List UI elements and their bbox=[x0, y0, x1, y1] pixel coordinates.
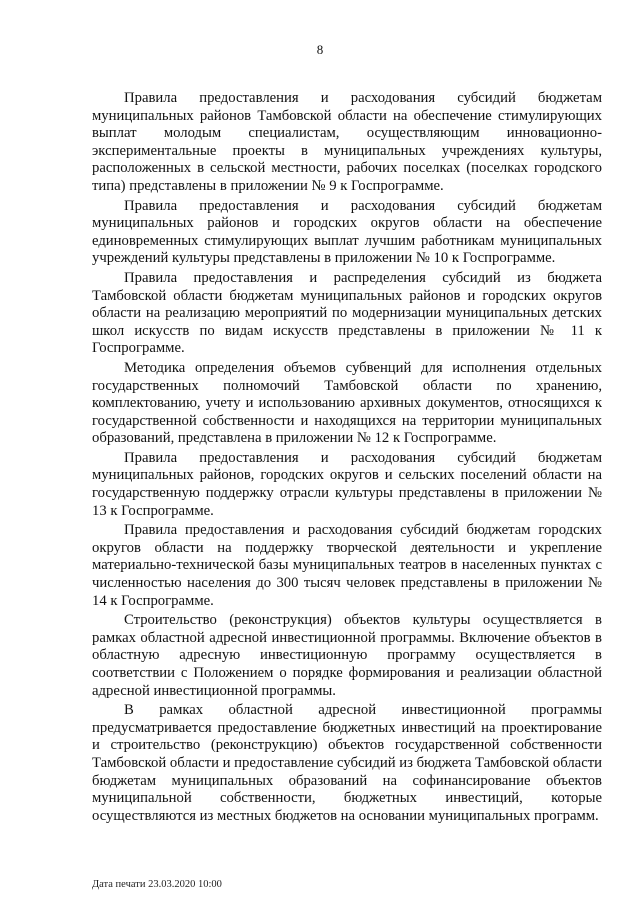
paragraph-investment-program: В рамках областной адресной инвестиционной программы предусматривается предоставление бюджетных инвестиций на проектирование и строительство (реконструкцию) объектов государственной собственности Тамбовской области и предоставление субсидий из бюджета Тамбовской области бюджетам муниципальных образований на софинансирование объектов муниципальной собственности, бюджетных инвестиций, которые осуществляются из местных бюджетов на основании муниципальных программ. bbox=[92, 702, 602, 824]
print-date: Дата печати 23.03.2020 10:00 bbox=[92, 879, 222, 890]
paragraph-construction-program: Строительство (реконструкция) объектов культуры осуществляется в рамках областной адресной инвестиционной программы. Включение объектов в областную адресную инвестиционную программу осуществляется в соответствии с Положением о порядке формирования и реализации областной адресной инвестиционной программы. bbox=[92, 612, 602, 699]
document-body bbox=[92, 90, 602, 827]
paragraph-culture-support: Правила предоставления и расходования субсидий бюджетам муниципальных районов, городских округов и сельских поселений области на государственную поддержку отрасли культуры представлены в приложении № 13 к Госпрограмме. bbox=[92, 449, 602, 519]
paragraph-subsidies-young-specialists: Правила предоставления и расходования субсидий бюджетам муниципальных районов Тамбовской области на обеспечение стимулирующих выплат молодым специалистам, осуществляющим инновационно-экспериментальные проекты в муниципальных учреждениях культуры, расположенных в сельской местности, рабочих поселках (поселках городского типа) представлены в приложении № 9 к Госпрограмме. bbox=[92, 90, 602, 194]
page-number: 8 bbox=[316, 42, 324, 57]
paragraph-municipal-theatres: Правила предоставления и расходования субсидий бюджетам городских округов области на поддержку творческой деятельности и укрепление материально-технической базы муниципальных театров в населенных пунктах с численностью населения до 300 тысяч человек представлены в приложении № 14 к Госпрограмме. bbox=[92, 522, 602, 609]
paragraph-subsidies-best-workers: Правила предоставления и расходования субсидий бюджетам муниципальных районов и городских округов области на обеспечение единовременных стимулирующих выплат лучшим работникам муниципальных учреждений культуры представлены в приложении № 10 к Госпрограмме. bbox=[92, 197, 602, 267]
paragraph-subsidies-art-schools: Правила предоставления и распределения субсидий из бюджета Тамбовской области бюджетам муниципальных районов и городских округов области на реализацию мероприятий по модернизации муниципальных детских школ искусств по видам искусств представлены в приложении № 11 к Госпрограмме. bbox=[92, 269, 602, 357]
paragraph-archive-subventions: Методика определения объемов субвенций для исполнения отдельных государственных полномочий Тамбовской области по хранению, комплектованию, учету и использованию архивных документов, относящихся к государственной собственности и находящихся на территории муниципальных образований, представлена в приложении № 12 к Госпрограмме. bbox=[92, 359, 602, 447]
